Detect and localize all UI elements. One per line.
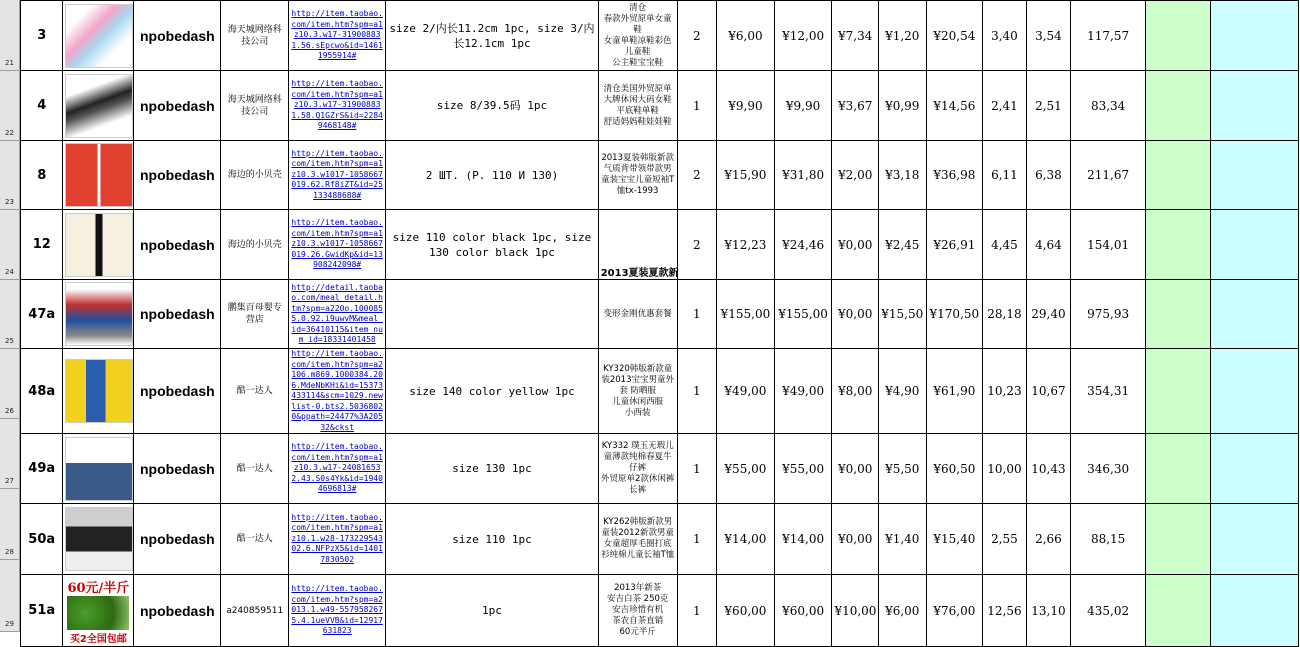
quantity-cell[interactable]: 1 [677, 575, 716, 647]
product-thumbnail-cell[interactable] [63, 575, 134, 647]
row-number[interactable]: 28 [5, 548, 14, 556]
spreadsheet-grid [20, 0, 1299, 647]
promo-shipping-label: 买2全国包邮 [69, 633, 127, 645]
amount-b-cell[interactable]: 2,66 [1026, 504, 1071, 575]
username-cell[interactable]: npobedash [134, 349, 221, 434]
quantity-cell[interactable]: 1 [677, 349, 716, 434]
amount-a-cell[interactable]: 2,55 [983, 504, 1027, 575]
table-row [21, 504, 1299, 575]
row-number[interactable]: 21 [5, 59, 14, 67]
table-row [21, 575, 1299, 647]
table-row [21, 141, 1299, 210]
username-cell[interactable]: npobedash [134, 141, 221, 210]
cyan-empty-cell[interactable] [1210, 141, 1298, 210]
product-title-cell[interactable]: 2013年新茶 安吉白茶 250克 安吉珍惜有机 茶农自茶直销 60元半斤 [598, 575, 677, 647]
sum-cell[interactable]: ¥15,40 [926, 504, 983, 575]
cyan-empty-cell[interactable] [1210, 1, 1298, 71]
quantity-cell[interactable]: 2 [677, 1, 716, 71]
product-title-cell[interactable]: 2013夏装夏款新 [598, 210, 677, 280]
username-cell[interactable]: npobedash [134, 504, 221, 575]
row-divider [0, 209, 20, 210]
amount-a-cell[interactable]: 2,41 [983, 71, 1027, 141]
product-thumbnail-cell[interactable] [63, 71, 134, 141]
amount-c-cell[interactable]: 975,93 [1071, 280, 1146, 349]
amount-a-cell[interactable]: 10,23 [983, 349, 1027, 434]
product-title-cell[interactable]: KY332 璞玉无瑕儿童薄款纯棉春夏牛仔裤 外贸原单2款休闲裤长裤 [598, 434, 677, 504]
item-number[interactable]: 50a [21, 504, 63, 575]
green-empty-cell[interactable] [1146, 575, 1211, 647]
amount-a-cell[interactable]: 4,45 [983, 210, 1027, 280]
green-empty-cell[interactable] [1146, 1, 1211, 71]
product-title-cell[interactable]: 2013夏装韩版新款气质背带领带款男童装宝宝儿童短袖T恤tx-1993 [598, 141, 677, 210]
promo-price-label: 60元/半斤 [67, 580, 130, 596]
row-divider [0, 279, 20, 280]
robot-toy-image [65, 282, 133, 346]
row-number[interactable]: 22 [5, 129, 14, 137]
shop-name-cell[interactable]: 酷一达人 [221, 434, 289, 504]
amount-c-cell[interactable]: 211,67 [1071, 141, 1146, 210]
fee-cell[interactable]: ¥15,50 [878, 280, 926, 349]
product-link[interactable]: http://item.taobao.com/item.htm?spm=a1z10.3.w17-240816532.43.S0s4Yk&id=19404696813# [289, 434, 386, 504]
green-empty-cell[interactable] [1146, 349, 1211, 434]
product-title-cell[interactable]: KY320韩版新款童装2013宝宝男童外套 防晒服 儿童休闲西服 小西装 [598, 349, 677, 434]
green-empty-cell[interactable] [1146, 434, 1211, 504]
username-cell[interactable]: npobedash [134, 210, 221, 280]
total-price-cell[interactable]: ¥155,00 [774, 280, 832, 349]
amount-b-cell[interactable]: 3,54 [1026, 1, 1071, 71]
item-number[interactable]: 48a [21, 349, 63, 434]
amount-c-cell[interactable]: 83,34 [1071, 71, 1146, 141]
product-title-cell[interactable]: 清仓美国外贸原单大牌休闲大码女鞋平底鞋单鞋 舒适妈妈鞋娃娃鞋 [598, 71, 677, 141]
item-number[interactable]: 47a [21, 280, 63, 349]
amount-b-cell[interactable]: 10,43 [1026, 434, 1071, 504]
product-link[interactable]: http://item.taobao.com/item.htm?spm=a1z10.3.w17-319008831.56.sEpcwo&id=14611955914# [289, 1, 386, 71]
boys-red-shirt-image [65, 143, 133, 207]
product-thumbnail-cell[interactable] [63, 141, 134, 210]
shop-name-cell[interactable]: 鹏集百母婴专营店 [221, 280, 289, 349]
item-number[interactable]: 51a [21, 575, 63, 647]
shop-name-cell[interactable]: 海边的小贝壳 [221, 141, 289, 210]
quantity-cell[interactable]: 1 [677, 71, 716, 141]
size-spec-cell[interactable]: size 110 1pc [386, 504, 598, 575]
amount-c-cell[interactable]: 154,01 [1071, 210, 1146, 280]
product-thumbnail-cell[interactable] [63, 280, 134, 349]
shipping-cell[interactable]: ¥3,67 [832, 71, 879, 141]
product-title-cell[interactable]: 清仓 春款外贸原单女童鞋 女童单鞋凉鞋彩色儿童鞋 公主鞋宝宝鞋 [598, 1, 677, 71]
row-divider [0, 559, 20, 560]
quantity-cell[interactable]: 2 [677, 210, 716, 280]
size-spec-cell[interactable]: size 140 color yellow 1pc [386, 349, 598, 434]
amount-c-cell[interactable]: 346,30 [1071, 434, 1146, 504]
table-row [21, 349, 1299, 434]
row-number[interactable]: 26 [5, 407, 14, 415]
amount-b-cell[interactable]: 29,40 [1026, 280, 1071, 349]
cyan-empty-cell[interactable] [1210, 71, 1298, 141]
product-link[interactable]: http://item.taobao.com/item.htm?spm=a1z10.3.w17-319008831.58.Q1GZrS&id=22849468148# [289, 71, 386, 141]
quantity-cell[interactable]: 1 [677, 280, 716, 349]
shipping-cell[interactable]: ¥0,00 [832, 504, 879, 575]
row-number[interactable]: 24 [5, 268, 14, 276]
product-thumbnail-cell[interactable] [63, 210, 134, 280]
shipping-cell[interactable]: ¥10,00 [832, 575, 879, 647]
product-thumbnail-cell[interactable] [63, 504, 134, 575]
product-thumbnail-cell[interactable] [63, 1, 134, 71]
item-number[interactable]: 49a [21, 434, 63, 504]
cyan-empty-cell[interactable] [1210, 349, 1298, 434]
unit-price-cell[interactable]: ¥55,00 [717, 434, 775, 504]
row-header-column [0, 0, 20, 631]
table-row [21, 1, 1299, 71]
fee-cell[interactable]: ¥1,40 [878, 504, 926, 575]
product-link[interactable]: http://item.taobao.com/item.htm?spm=a2013.1.w49-5579582675.4.1ueVVB&id=12917631823 [289, 575, 386, 647]
row-divider [0, 418, 20, 419]
quantity-cell[interactable]: 1 [677, 434, 716, 504]
quantity-cell[interactable]: 1 [677, 504, 716, 575]
unit-price-cell[interactable]: ¥60,00 [717, 575, 775, 647]
username-cell[interactable]: npobedash [134, 434, 221, 504]
shop-name-cell[interactable]: 酷一达人 [221, 504, 289, 575]
boys-hats-image [65, 213, 133, 277]
amount-c-cell[interactable]: 435,02 [1071, 575, 1146, 647]
total-price-cell[interactable]: ¥14,00 [774, 504, 832, 575]
total-price-cell[interactable]: ¥9,90 [774, 71, 832, 141]
sum-cell[interactable]: ¥76,00 [926, 575, 983, 647]
row-number[interactable]: 23 [5, 198, 14, 206]
shop-name-cell[interactable]: 酷一达人 [221, 349, 289, 434]
shipping-cell[interactable]: ¥7,34 [832, 1, 879, 71]
tea-leaves-graphic [67, 596, 129, 630]
cyan-empty-cell[interactable] [1210, 504, 1298, 575]
total-price-cell[interactable]: ¥60,00 [774, 575, 832, 647]
username-cell[interactable]: npobedash [134, 280, 221, 349]
product-link[interactable]: http://item.taobao.com/item.htm?spm=a1z10.3.w1017-1058667019.26.GwidKp&id=13908242098# [289, 210, 386, 280]
size-spec-cell[interactable]: size 110 color black 1pc, size 130 color black 1pc [386, 210, 598, 280]
total-price-cell[interactable]: ¥49,00 [774, 349, 832, 434]
unit-price-cell[interactable]: ¥9,90 [717, 71, 775, 141]
fee-cell[interactable]: ¥0,99 [878, 71, 926, 141]
fee-cell[interactable]: ¥6,00 [878, 575, 926, 647]
fee-cell[interactable]: ¥1,20 [878, 1, 926, 71]
product-link[interactable]: http://item.taobao.com/item.htm?spm=a1z10.3.w1017-1058667019.62.Rf8iZT&id=25133488688# [289, 141, 386, 210]
total-price-cell[interactable]: ¥12,00 [774, 1, 832, 71]
product-thumbnail-cell[interactable] [63, 349, 134, 434]
amount-c-cell[interactable]: 88,15 [1071, 504, 1146, 575]
amount-a-cell[interactable]: 6,11 [983, 141, 1027, 210]
fee-cell[interactable]: ¥2,45 [878, 210, 926, 280]
shoe-colorful-image [65, 4, 133, 68]
product-link[interactable]: http://item.taobao.com/item.htm?spm=a1z10.1.w28-17322954302.6.NFPzX5&id=14017830502 [289, 504, 386, 575]
row-divider [0, 631, 20, 632]
fee-cell[interactable]: ¥3,18 [878, 141, 926, 210]
amount-b-cell[interactable]: 10,67 [1026, 349, 1071, 434]
green-empty-cell[interactable] [1146, 504, 1211, 575]
shop-name-cell[interactable]: 海天城网络科技公司 [221, 1, 289, 71]
item-number[interactable]: 8 [21, 141, 63, 210]
row-divider [0, 140, 20, 141]
shipping-cell[interactable]: ¥0,00 [832, 280, 879, 349]
table-row [21, 71, 1299, 141]
product-title-cell[interactable]: 变形金刚优惠套餐 [598, 280, 677, 349]
shoe-black-image [65, 74, 133, 138]
kids-jeans-image [65, 437, 133, 501]
cyan-empty-cell[interactable] [1210, 210, 1298, 280]
product-link[interactable]: http://item.taobao.com/item.htm?spm=a2106.m869.1000384.206.MdeNbKHi&id=15373433114&scm=1029.newlist-0.bts2.50368020&ppath=24477%3A20532&ckst [289, 349, 386, 434]
amount-b-cell[interactable]: 2,51 [1026, 71, 1071, 141]
size-spec-cell[interactable]: size 130 1pc [386, 434, 598, 504]
size-spec-cell[interactable]: 1pc [386, 575, 598, 647]
unit-price-cell[interactable]: ¥15,90 [717, 141, 775, 210]
row-number[interactable]: 29 [5, 620, 14, 628]
amount-a-cell[interactable]: 28,18 [983, 280, 1027, 349]
total-price-cell[interactable]: ¥55,00 [774, 434, 832, 504]
sum-cell[interactable]: ¥14,56 [926, 71, 983, 141]
sum-cell[interactable]: ¥26,91 [926, 210, 983, 280]
cyan-empty-cell[interactable] [1210, 434, 1298, 504]
product-thumbnail-cell[interactable] [63, 434, 134, 504]
item-number[interactable]: 4 [21, 71, 63, 141]
green-empty-cell[interactable] [1146, 141, 1211, 210]
product-link[interactable]: http://detail.taobao.com/meal_detail.htm?spm=a220o.1000855.0.92.i9uwvM&meal_id=36410115&item_num_id=18331401458 [289, 280, 386, 349]
shop-name-cell[interactable]: a240859511 [221, 575, 289, 647]
size-spec-cell[interactable]: size 8/39.5码 1pc [386, 71, 598, 141]
unit-price-cell[interactable]: ¥6,00 [717, 1, 775, 71]
shipping-cell[interactable]: ¥0,00 [832, 210, 879, 280]
row-divider [0, 488, 20, 489]
green-empty-cell[interactable] [1146, 71, 1211, 141]
fee-cell[interactable]: ¥4,90 [878, 349, 926, 434]
amount-b-cell[interactable]: 6,38 [1026, 141, 1071, 210]
item-number[interactable]: 12 [21, 210, 63, 280]
sum-cell[interactable]: ¥60,50 [926, 434, 983, 504]
table-row [21, 210, 1299, 280]
sum-cell[interactable]: ¥36,98 [926, 141, 983, 210]
table-row [21, 434, 1299, 504]
row-number[interactable]: 25 [5, 337, 14, 345]
unit-price-cell[interactable]: ¥155,00 [717, 280, 775, 349]
amount-b-cell[interactable]: 13,10 [1026, 575, 1071, 647]
amount-c-cell[interactable]: 354,31 [1071, 349, 1146, 434]
shop-name-cell[interactable]: 海边的小贝壳 [221, 210, 289, 280]
green-empty-cell[interactable] [1146, 210, 1211, 280]
username-cell[interactable]: npobedash [134, 71, 221, 141]
row-number[interactable]: 27 [5, 477, 14, 485]
username-cell[interactable]: npobedash [134, 1, 221, 71]
size-spec-cell[interactable] [386, 280, 598, 349]
size-spec-cell[interactable]: size 2/内长11.2cm 1pc, size 3/内长12.1cm 1pc [386, 1, 598, 71]
kids-yellow-jacket-image [65, 359, 133, 423]
fee-cell[interactable]: ¥5,50 [878, 434, 926, 504]
shipping-cell[interactable]: ¥2,00 [832, 141, 879, 210]
row-divider [0, 348, 20, 349]
total-price-cell[interactable]: ¥24,46 [774, 210, 832, 280]
unit-price-cell[interactable]: ¥12,23 [717, 210, 775, 280]
unit-price-cell[interactable]: ¥49,00 [717, 349, 775, 434]
unit-price-cell[interactable]: ¥14,00 [717, 504, 775, 575]
boy-sweater-image [65, 507, 133, 571]
amount-b-cell[interactable]: 4,64 [1026, 210, 1071, 280]
amount-c-cell[interactable]: 117,57 [1071, 1, 1146, 71]
row-divider [0, 70, 20, 71]
shop-name-cell[interactable]: 海天城网络科技公司 [221, 71, 289, 141]
size-spec-cell[interactable]: 2 ШТ. (Р. 110 И 130) [386, 141, 598, 210]
shipping-cell[interactable]: ¥8,00 [832, 349, 879, 434]
total-price-cell[interactable]: ¥31,80 [774, 141, 832, 210]
green-empty-cell[interactable] [1146, 280, 1211, 349]
item-number[interactable]: 3 [21, 1, 63, 71]
quantity-cell[interactable]: 2 [677, 141, 716, 210]
amount-a-cell[interactable]: 3,40 [983, 1, 1027, 71]
sum-cell[interactable]: ¥61,90 [926, 349, 983, 434]
product-title-cell[interactable]: KY262韩版新款男童装2012新款男童女童超厚毛圈打底衫纯棉儿童长袖T恤 [598, 504, 677, 575]
cyan-empty-cell[interactable] [1210, 280, 1298, 349]
table-row [21, 280, 1299, 349]
amount-a-cell[interactable]: 10,00 [983, 434, 1027, 504]
shipping-cell[interactable]: ¥0,00 [832, 434, 879, 504]
cyan-empty-cell[interactable] [1210, 575, 1298, 647]
sum-cell[interactable]: ¥20,54 [926, 1, 983, 71]
amount-a-cell[interactable]: 12,56 [983, 575, 1027, 647]
username-cell[interactable]: npobedash [134, 575, 221, 647]
sum-cell[interactable]: ¥170,50 [926, 280, 983, 349]
